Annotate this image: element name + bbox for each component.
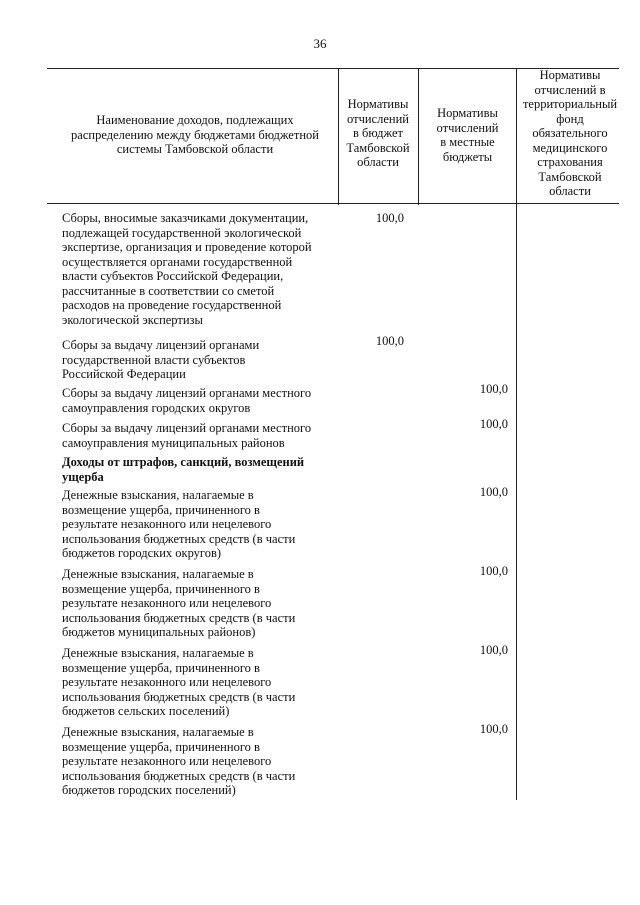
row-value-local: 100,0: [479, 564, 508, 578]
page-number: 36: [313, 36, 327, 51]
row-value-local: 100,0: [479, 382, 508, 396]
row-value-regional: 100,0: [375, 211, 404, 225]
row-value-regional: 100,0: [375, 334, 404, 348]
row-label-license-fees-municipal-districts: Сборы за выдачу лицензий органами местного самоуправления муниципальных районов: [62, 421, 312, 450]
row-label-damages-municipal-districts: Денежные взыскания, налагаемые в возмещение ущерба, причиненного в результате незаконного или нецелевого использования бюджетных средств (в части бюджетов муниципальных районов): [62, 567, 296, 639]
header-name-column: Наименование доходов, подлежащих распределению между бюджетами бюджетной системы Тамбовской области: [71, 113, 319, 156]
row-label-damages-urban-settlements: Денежные взыскания, налагаемые в возмещение ущерба, причиненного в результате незаконного или нецелевого использования бюджетных средств (в части бюджетов городских поселений): [62, 725, 296, 797]
header-local-column: Нормативы отчислений в местные бюджеты: [436, 106, 499, 164]
row-label-section-fines: Доходы от штрафов, санкций, возмещений ущерба: [62, 455, 305, 484]
header-fund-column: Нормативы отчислений в территориальный фонд обязательного медицинского страхования Тамбовской области: [522, 68, 618, 198]
row-value-local: 100,0: [479, 417, 508, 431]
row-label-damages-city-districts: Денежные взыскания, налагаемые в возмещение ущерба, причиненного в результате незаконного или нецелевого использования бюджетных средств (в части бюджетов городских округов): [62, 488, 296, 560]
column-divider-3: [516, 68, 517, 800]
row-value-local: 100,0: [479, 643, 508, 657]
row-value-local: 100,0: [479, 722, 508, 736]
column-divider-1: [338, 68, 339, 205]
header-bottom-border: [47, 203, 619, 204]
row-label-license-fees-city-districts: Сборы за выдачу лицензий органами местного самоуправления городских округов: [62, 386, 312, 415]
row-label-license-fees-regional: Сборы за выдачу лицензий органами государственной власти субъектов Российской Федерации: [62, 338, 260, 381]
row-label-ecological-expertise-fees: Сборы, вносимые заказчиками документации, подлежащей государственной экологической экспертизе, организация и проведение которой осуществляется органами государственной власти субъектов Российской Федерации, рассчитанные в соответствии со сметой расходов на проведение государственной экологической экспертизы: [62, 211, 312, 327]
row-label-damages-rural-settlements: Денежные взыскания, налагаемые в возмещение ущерба, причиненного в результате незаконного или нецелевого использования бюджетных средств (в части бюджетов сельских поселений): [62, 646, 296, 718]
header-regional-column: Нормативы отчислений в бюджет Тамбовской области: [346, 97, 410, 169]
column-divider-2: [418, 68, 419, 205]
row-value-local: 100,0: [479, 485, 508, 499]
